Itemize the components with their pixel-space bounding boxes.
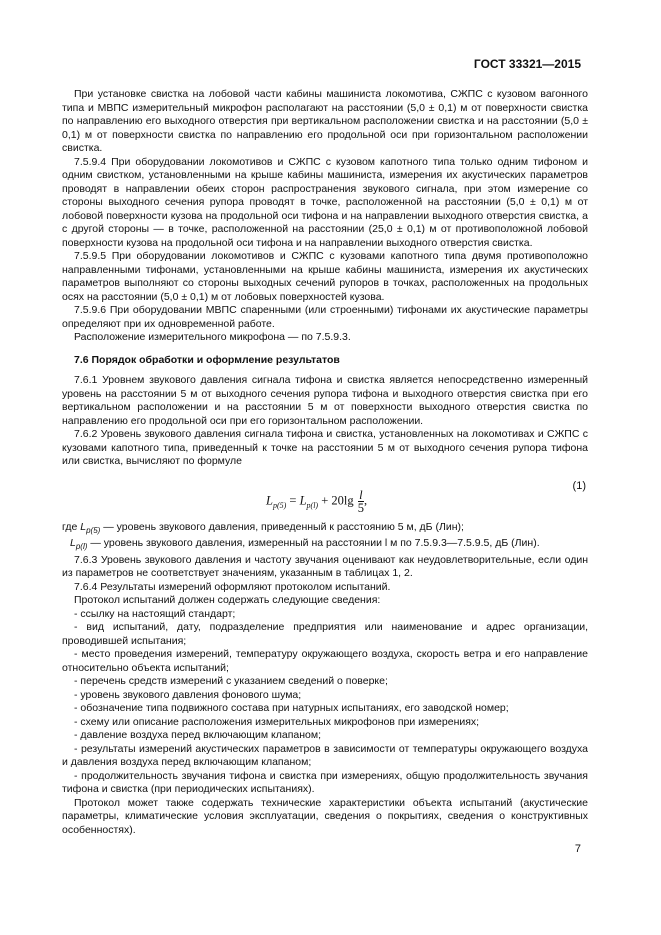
- paragraph-7-5-9-4: 7.5.9.4 При оборудовании локомотивов и СЖПС с кузовом капотного типа только одним тифоном и одним свистком, установленными на крыше кабины машиниста, измерения их акустических параметров проводят в направлении обеих сторон распространения звукового сигнала, при этом измерение со стороны выходного сечения рупора проводят в точке, расположенной на расстоянии (5,0 ± 0,1) м от лобовой поверхности кузова на продольной оси тифона и на направлении выходного отверстия свистка, а с другой стороны — в точке, расположенной на расстоянии (25,0 ± 0,1) м от противоположной лобовой поверхности кузова на продольной оси тифона и на направлении выходного отверстия свистка.: [62, 155, 588, 249]
- protocol-contents-list: [62, 608, 588, 797]
- list-item: - уровень звукового давления фонового шума;: [74, 688, 302, 701]
- document-code-header: ГОСТ 33321—2015: [473, 57, 581, 71]
- section-heading-7-6: 7.6 Порядок обработки и оформление результатов: [74, 353, 340, 366]
- list-item: - обозначение типа подвижного состава при натурных испытаниях, его заводской номер;: [74, 702, 509, 715]
- paragraph-7-6-4: 7.6.4 Результаты измерений оформляют протоколом испытаний.: [74, 580, 391, 593]
- document-body: [62, 88, 588, 837]
- list-item: - результаты измерений акустических параметров в зависимости от температуры окружающего воздуха и давления воздуха перед включающим клапаном;: [62, 742, 588, 769]
- formula-1: [62, 477, 588, 515]
- list-item: - схему или описание расположения измерительных микрофонов при измерениях;: [74, 715, 480, 728]
- page-number: 7: [574, 843, 581, 855]
- paragraph-7-6-1: 7.6.1 Уровнем звукового давления сигнала тифона и свистка является непосредственно измеренный уровень на расстоянии 5 м от выходного сечения рупора тифона и выходного отверстия свистка при его вертикальном расположении и на расстоянии 5 м от поверхности выходного отверстия свистка по направлению его продольной оси при его горизонтальном расположении.: [62, 374, 588, 427]
- paragraph: Протокол испытаний должен содержать следующие сведения:: [74, 594, 381, 607]
- paragraph: Расположение измерительного микрофона — по 7.5.9.3.: [74, 331, 351, 343]
- list-item: - перечень средств измерений с указанием сведений о поверке;: [74, 675, 388, 688]
- definition-line: где $L_{p(5)}$ — уровень звукового давления, приведенный к расстоянию 5 м, дБ (Лин);: [62, 520, 464, 535]
- list-item: - давление воздуха перед включающим клапаном;: [74, 729, 322, 742]
- list-item: - ссылку на настоящий стандарт;: [74, 607, 236, 620]
- paragraph-final: Протокол может также содержать технические характеристики объекта испытаний (акустические параметры, климатические условия эксплуатации, сведения о покрытиях, сведения о конструктивных особенностях).: [62, 796, 588, 836]
- list-item: - место проведения измерений, температуру окружающего воздуха, скорость ветра и его направление относительно объекта испытаний;: [62, 648, 588, 674]
- definition-line: $L_{p(l)}$ — уровень звукового давления, измеренный на расстоянии l м по 7.5.9.3—7.5.9.5, дБ (Лин).: [70, 537, 540, 552]
- list-item: - продолжительность звучания тифона и свистка при измерениях, общую продолжительность звучания тифона и свистка (при периодических испытаниях).: [62, 769, 588, 796]
- paragraph-7-6-3: 7.6.3 Уровень звукового давления и частоту звучания оценивают как неудовлетворительные, если один из параметров не соответствует значениям, указанным в таблицах 1, 2.: [62, 553, 588, 580]
- paragraph: При установке свистка на лобовой части кабины машиниста локомотива, СЖПС с кузовом вагонного типа и МВПС измерительный микрофон располагают на расстоянии (5,0 ± 0,1) м от поверхности свистка по направлению его выходного отверстия при вертикальном расположении свистка и на расстоянии (5,0 ± 0,1) м от поверхности свистка по направлению его продольной оси при горизонтальном расположении свистка.: [62, 88, 588, 154]
- formula-definitions: [62, 521, 588, 554]
- paragraph-7-5-9-5: 7.5.9.5 При оборудовании локомотивов и СЖПС с кузовами капотного типа двумя противоположно направленными тифонами, установленными на крыше кабины машиниста, измерения их акустических параметров выполняют со стороны выходных сечений рупоров в точках, расположенных на продольных осях на расстоянии (5,0 ± 0,1) м от лобовых поверхностей кузова.: [62, 250, 588, 303]
- list-item: - вид испытаний, дату, подразделение предприятия или наименование и адрес организации, проводившей испытания;: [62, 621, 588, 647]
- formula-fraction: $\frac{l}{5}$: [357, 487, 365, 515]
- paragraph-7-6-2: 7.6.2 Уровень звукового давления сигнала тифона и свистка, установленных на локомотивах и СЖПС с кузовами капотного типа, приведенный к точке на расстоянии 5 м от выходного сечения рупора тифона или свистка, вычисляют по формуле: [62, 428, 588, 467]
- formula-number: (1): [572, 479, 586, 492]
- formula-expression: $L_{p(5)} = L_{p(l)} + 20\lg$ $\frac{l}{5}$ ,: [266, 487, 368, 515]
- paragraph-7-5-9-6: 7.5.9.6 При оборудовании МВПС спаренными (или строенными) тифонами их акустические параметры определяют при их одновременной работе.: [62, 304, 588, 330]
